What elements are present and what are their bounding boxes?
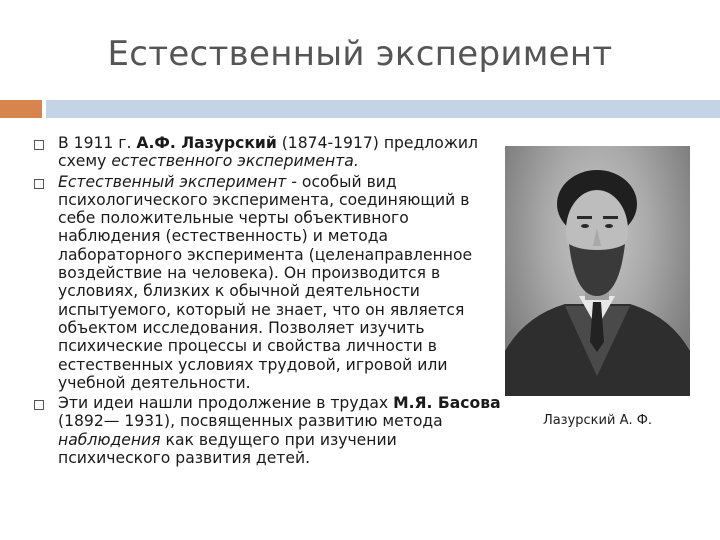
portrait-photo [505, 146, 690, 396]
text: как ведущего при изучении психического развития детей. [58, 430, 397, 468]
accent-bar-orange [0, 100, 42, 118]
text: - особый вид психологического эксперимента, соединяющий в себе положительные черты объективного наблюдения (естественность) и метода лабораторного эксперимента (целенаправленное воздействие на человека). Он производится в условиях, близких к обычной деятельности испытуемого, который не знает, что он является объектом исследования. Позволяет изучить психические процессы и свойства личности в естественных условиях трудовой, игровой или учебной деятельности. [58, 172, 473, 392]
bullet-item [34, 173, 504, 393]
text: (1892— 1931), посвященных развитию метода [58, 412, 443, 431]
square-bullet-icon [34, 400, 44, 410]
text: (1874-1917) предложил схему [58, 134, 478, 171]
text: Эти идеи нашли продолжение в трудах [58, 394, 394, 413]
emphasis: наблюдения [58, 430, 161, 449]
emphasis: естественного эксперимента. [111, 152, 359, 171]
photo-caption: Лазурский А. Ф. [542, 413, 653, 428]
emphasis: Естественный эксперимент [58, 172, 287, 191]
author-name: А.Ф. Лазурский [136, 134, 277, 152]
square-bullet-icon [34, 140, 44, 150]
square-bullet-icon [34, 179, 44, 189]
slide-title: Естественный эксперимент [107, 34, 613, 74]
bullet-item [34, 394, 504, 467]
portrait-illustration [505, 146, 690, 396]
bullet-item [34, 134, 504, 171]
author-name: М.Я. Басова [393, 394, 501, 413]
accent-bar-blue [46, 100, 720, 118]
bullet-list [34, 134, 504, 469]
text: В 1911 г. [58, 134, 137, 152]
